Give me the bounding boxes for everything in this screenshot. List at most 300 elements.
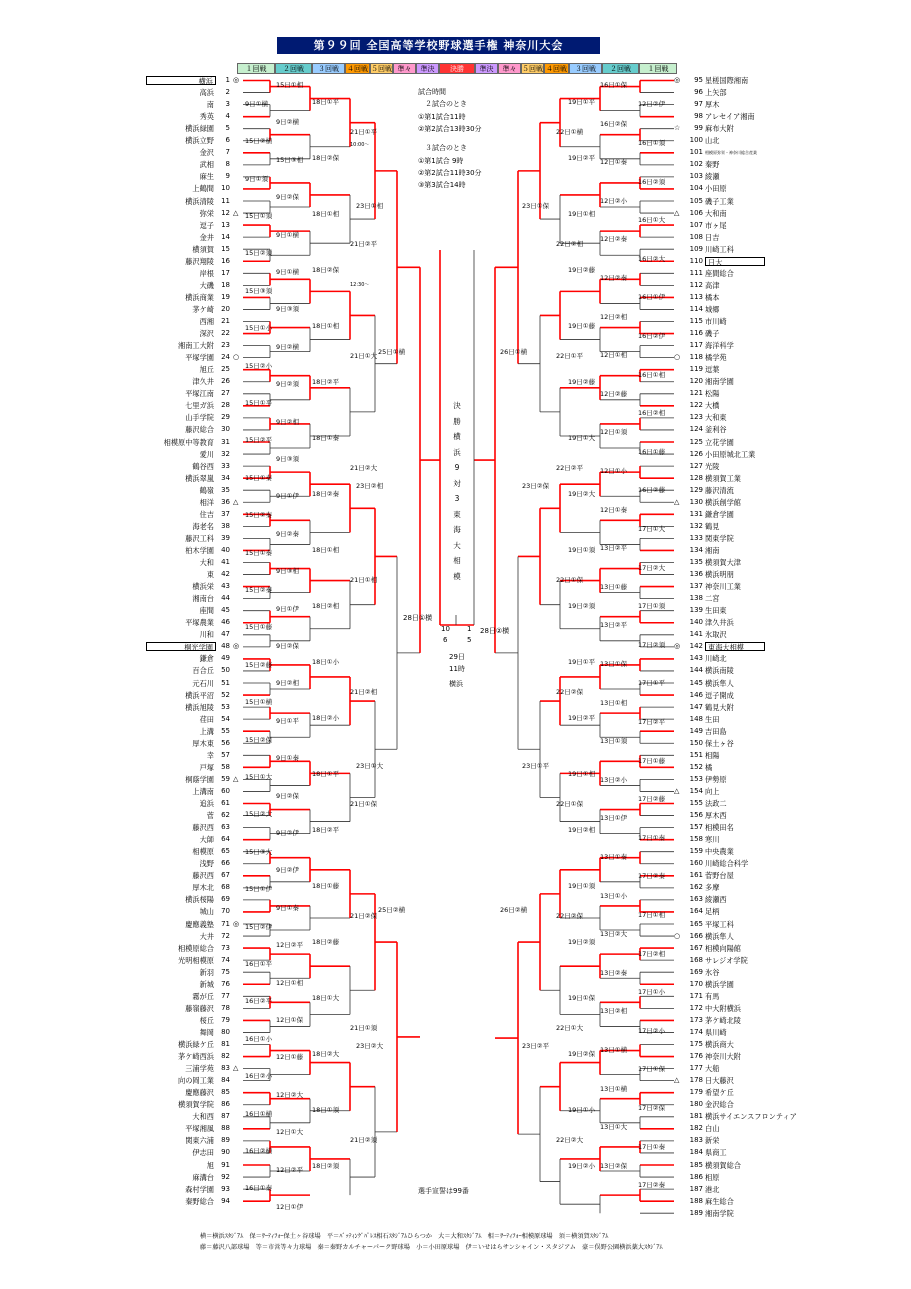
right-team-number: 106	[689, 208, 703, 217]
left-r4-match-label: 21日①平	[350, 128, 378, 136]
right-team-number: 153	[689, 774, 703, 783]
left-team-name: 横須賀学院	[178, 1100, 214, 1110]
left-team-number: 3	[225, 100, 230, 109]
left-team-number: 24	[221, 353, 230, 362]
left-team-name: 大磯	[199, 280, 214, 290]
right-team-number: 163	[689, 895, 703, 904]
left-team-name: 慶應義塾	[185, 919, 214, 929]
right-team-number: 137	[689, 582, 703, 591]
right-team-name: 大船	[705, 1064, 720, 1074]
right-team-name: 新栄	[705, 1136, 720, 1146]
left-r1-match-label: 9日②相	[276, 417, 299, 426]
right-team-number: 112	[689, 280, 703, 289]
left-team-name: 麻生	[199, 172, 214, 182]
right-r3-match-label: 19日①須	[568, 882, 596, 890]
right-team-seed-mark: ○	[674, 353, 681, 362]
left-team-name: 横浜清陵	[185, 196, 214, 206]
left-team-number: 60	[221, 786, 230, 795]
left-r1-match-label: 15日①秦	[245, 548, 273, 557]
left-team-number: 81	[221, 1040, 230, 1048]
left-r1-match-label: 9日②横	[276, 118, 299, 127]
left-team-name: 横浜栄	[192, 582, 214, 592]
final-score-left-bottom: 6	[443, 636, 448, 644]
left-r1-match-label: 9日①平	[276, 716, 299, 725]
right-r3-match-label: 19日①保	[568, 994, 596, 1002]
left-r1-match-label: 15日②藤	[245, 660, 273, 669]
right-team-number: 150	[689, 738, 703, 747]
right-r1-match-label: 12日①相	[600, 351, 628, 360]
right-r3-match-label: 19日②平	[568, 714, 596, 722]
schedule-three-1: ①第1試合 9時	[418, 157, 464, 165]
right-r1-match-label: 13日②平	[600, 544, 628, 553]
left-team-name: 湘南台	[192, 594, 214, 604]
right-r1-match-label: 12日②伊	[638, 100, 666, 109]
left-team-number: 10	[221, 184, 230, 193]
right-r1-match-label: 16日①保	[600, 81, 628, 89]
right-team-number: 172	[689, 1003, 703, 1012]
left-r1-match-label: 16日②平	[245, 997, 273, 1006]
right-r1-match-label: 16日②藤	[638, 486, 666, 495]
left-team-name: 旭丘	[199, 365, 214, 375]
left-r1-match-label: 16日②小	[245, 1072, 273, 1081]
left-team-name: 荏田	[199, 714, 214, 724]
left-team-name: 逗子	[199, 220, 214, 230]
right-team-name: 日吉	[705, 232, 720, 242]
left-team-number: 74	[221, 955, 230, 964]
left-team-number: 22	[221, 329, 230, 338]
right-team-number: 104	[689, 184, 703, 193]
left-r1-match-label: 15日③須	[245, 286, 273, 295]
left-r3-match-label: 18日①相	[312, 322, 340, 330]
left-team-number: 61	[221, 799, 230, 807]
right-team-number: 173	[689, 1015, 703, 1024]
left-team-number: 28	[221, 401, 230, 410]
left-r1-match-label: 9日②保	[276, 193, 299, 202]
left-team-name: 慶應藤沢	[185, 1088, 214, 1098]
left-team-number: 79	[221, 1015, 230, 1024]
left-team-name: 津久井	[192, 377, 214, 387]
left-team-number: 8	[225, 160, 230, 169]
schedule-two-games: ２試合のとき	[425, 100, 467, 108]
left-team-name: 愛川	[199, 449, 214, 459]
right-r1-match-label: 13日②秦	[600, 968, 628, 977]
left-team-number: 82	[221, 1052, 230, 1061]
right-r3-match-label: 19日①藤	[568, 322, 596, 330]
left-r1-match-label: 9日①伊	[276, 492, 299, 501]
right-team-number: 134	[689, 545, 703, 554]
left-team-name: 上鶴間	[192, 184, 214, 194]
right-r4-match-label: 22日①横	[556, 128, 584, 136]
right-team-name: 市川崎	[705, 317, 727, 326]
right-team-number: 99	[694, 124, 703, 133]
left-team-name: 旭	[206, 1160, 214, 1170]
right-r1-match-label: 17日①須	[638, 602, 666, 611]
schedule-two-1: ①第1試合11時	[418, 113, 466, 121]
right-team-name: 平塚工科	[705, 919, 734, 929]
right-team-name: 逗葉	[705, 365, 720, 375]
left-team-number: 36	[221, 497, 230, 506]
left-team-name: 厚木北	[192, 883, 214, 893]
left-r1-match-label: 9日③須	[276, 455, 299, 463]
left-team-number: 26	[221, 377, 230, 386]
left-team-number: 31	[221, 437, 230, 446]
right-team-number: 168	[689, 955, 703, 964]
left-team-name: 鶴嶺	[199, 485, 214, 495]
left-team-name: 追浜	[199, 799, 214, 808]
right-r1-match-label: 17日②平	[638, 717, 666, 726]
final-time: 11時	[449, 665, 465, 673]
left-team-number: 51	[221, 678, 230, 687]
left-team-name: 浅野	[199, 859, 214, 869]
left-team-name: 大和	[199, 558, 214, 567]
right-team-name: 足柄	[705, 907, 720, 917]
left-team-name: 相洋	[199, 497, 214, 507]
left-team-name: 藤沢翔陵	[185, 256, 214, 266]
right-team-name: 釜利谷	[705, 425, 727, 435]
left-team-number: 83	[221, 1064, 230, 1073]
right-team-number: 127	[689, 461, 703, 470]
right-team-number: 101	[689, 148, 703, 157]
left-r3-match-label: 18日①相	[312, 546, 340, 554]
left-team-number: 55	[221, 726, 230, 735]
left-team-name: 横須賀	[192, 244, 214, 254]
right-team-name: 津久井浜	[705, 618, 734, 628]
right-team-number: 162	[689, 883, 703, 892]
right-r3-match-label: 19日①平	[568, 98, 596, 106]
left-qf-match-label: 25日①横	[378, 348, 406, 356]
left-team-seed-mark: △	[233, 1064, 239, 1073]
right-team-number: 116	[689, 329, 703, 338]
round-header-right-6: ２回戦	[602, 63, 639, 74]
right-team-name: 高津	[705, 280, 720, 290]
right-team-seed-mark: △	[674, 1076, 680, 1085]
left-team-number: 37	[221, 509, 230, 518]
left-r3-match-label: 18日②小	[312, 714, 340, 722]
left-team-name: 森村学園	[185, 1184, 214, 1194]
right-team-name: 横浜商大	[705, 1040, 734, 1049]
right-team-number: 180	[689, 1100, 703, 1109]
right-team-name: 横浜隼人	[705, 931, 734, 941]
left-team-number: 50	[221, 666, 230, 675]
right-r1-match-label: 13日①藤	[600, 582, 628, 591]
left-r1-match-label: 15日②平	[245, 436, 273, 445]
left-team-number: 52	[221, 690, 230, 699]
left-r1-match-label: 15日②小	[245, 361, 273, 370]
right-team-name: 海洋科学	[705, 341, 734, 351]
right-team-number: 114	[689, 304, 703, 313]
right-team-name: 保土ヶ谷	[705, 738, 734, 748]
right-team-number: 97	[694, 100, 703, 109]
right-r1-match-label: 17日①相	[638, 910, 666, 919]
right-team-name: 相陽	[705, 750, 720, 760]
right-team-name: 菅野台屋	[705, 871, 734, 881]
right-team-number: 183	[689, 1136, 703, 1145]
left-r3-match-label: 18日①須	[312, 1106, 340, 1114]
left-team-name: 麻溝台	[192, 1172, 214, 1182]
left-team-number: 63	[221, 823, 230, 832]
left-r3-match-label: 18日②平	[312, 826, 340, 834]
right-team-name: 生田東	[705, 606, 727, 616]
right-team-name: 県川崎	[705, 1027, 727, 1037]
left-team-name: 横浜翠嵐	[185, 473, 214, 483]
right-team-name: 綾瀬西	[705, 895, 727, 905]
right-r1-match-label: 16日①須	[638, 138, 666, 147]
right-team-name: 藤沢清流	[705, 485, 734, 495]
right-team-number: 184	[689, 1148, 703, 1157]
final-date: 29日	[449, 653, 465, 661]
right-r1-match-label: 17日②小	[638, 1026, 666, 1035]
left-r5-match-label: 23日①大	[356, 762, 384, 770]
right-r1-match-label: 13日②大	[600, 930, 628, 939]
right-r1-match-label: 13日②保	[600, 1161, 628, 1170]
left-team-name: 百合丘	[192, 666, 214, 676]
right-r4-match-label: 22日①大	[556, 1024, 584, 1032]
right-team-number: 136	[689, 570, 703, 579]
round-header-right-2: 準々	[498, 63, 521, 74]
left-team-number: 19	[221, 292, 230, 301]
right-r1-match-label: 17日②大	[638, 563, 666, 572]
left-team-number: 85	[221, 1088, 230, 1097]
right-team-number: 159	[689, 847, 703, 856]
left-r4-match-label: 21日②平	[350, 240, 378, 248]
right-r5-match-label: 23日①保	[522, 202, 550, 210]
left-r3-match-label: 18日①平	[312, 770, 340, 778]
right-team-number: 151	[689, 750, 703, 759]
right-team-number: 124	[689, 425, 703, 434]
right-team-name: 有馬	[705, 991, 720, 1001]
left-team-number: 14	[221, 232, 230, 241]
left-r1-match-label: 16日①平	[245, 959, 273, 968]
round-header-left-4: ４回戦	[347, 65, 368, 73]
left-team-number: 15	[221, 244, 230, 253]
left-team-name: 藤嶺藤沢	[185, 1003, 214, 1013]
left-r1-match-label: 9日②保	[276, 791, 299, 800]
right-r1-match-label: 13日①相	[600, 698, 628, 707]
right-team-number: 154	[689, 786, 703, 795]
left-team-name: 深沢	[199, 329, 214, 339]
right-team-name: 生田	[705, 714, 720, 724]
right-r3-match-label: 19日②須	[568, 938, 596, 946]
left-team-name: 住吉	[199, 509, 214, 519]
left-team-name: 金井	[199, 232, 214, 242]
left-team-number: 69	[221, 895, 230, 904]
left-r1-match-label: 15日①横	[245, 698, 273, 707]
left-team-name: 幸	[206, 750, 214, 760]
schedule-three-2: ②第2試合11時30分	[418, 169, 482, 177]
right-team-name: 金沢総合	[705, 1100, 734, 1110]
left-team-name: 大井	[199, 931, 214, 941]
left-r1-match-label: 15日①秦	[245, 473, 273, 482]
right-team-name: 氷谷	[705, 967, 720, 977]
left-r1-match-label: 16日①秦	[245, 1184, 273, 1193]
left-semifinal-label: 28日①横	[403, 614, 433, 622]
right-r4-match-label: 22日①平	[556, 352, 584, 360]
left-team-name: 藤沢総合	[185, 425, 214, 435]
right-r3-match-label: 19日②小	[568, 1162, 596, 1170]
left-team-number: 48	[221, 642, 230, 651]
right-team-number: 132	[689, 521, 703, 530]
right-team-name: 橘学苑	[705, 353, 727, 363]
right-team-number: 182	[689, 1124, 703, 1133]
left-team-name: 藤沢西	[192, 871, 214, 881]
right-team-number: 98	[694, 112, 703, 121]
right-team-name: 希望ケ丘	[705, 1088, 734, 1098]
right-r3-match-label: 19日①大	[568, 434, 596, 442]
left-team-name: 桜丘	[199, 1015, 214, 1025]
right-team-number: 100	[689, 136, 703, 145]
right-team-name: 磯子工業	[705, 196, 734, 206]
left-team-number: 25	[221, 365, 230, 374]
round-header-final: 決勝	[439, 63, 475, 74]
right-team-name: 鶴見	[705, 521, 720, 531]
right-team-number: 181	[689, 1112, 703, 1121]
left-r4-match-label: 21日①大	[350, 352, 378, 360]
right-team-number: 142	[689, 642, 703, 651]
left-team-name: 金沢	[199, 148, 214, 158]
right-team-name: 日大藤沢	[705, 1076, 734, 1086]
left-r1-match-label: 15日①大	[245, 772, 273, 781]
left-team-number: 32	[221, 449, 230, 458]
right-team-name: 中央農業	[705, 847, 734, 857]
left-team-number: 64	[221, 835, 230, 844]
right-team-name: 東海大相模	[705, 642, 765, 651]
right-team-number: 160	[689, 859, 703, 868]
left-r1-match-label: 9日②須	[276, 380, 299, 389]
right-r1-match-label: 12日②相	[600, 312, 628, 321]
right-team-number: 119	[689, 365, 703, 374]
time-note-1: 10:00～	[350, 142, 370, 148]
left-team-name: 南	[206, 100, 214, 110]
left-team-name: 関東六浦	[185, 1136, 214, 1146]
left-r1-match-label: 16日①小	[245, 1034, 273, 1043]
left-team-number: 49	[221, 654, 230, 663]
left-team-number: 66	[221, 859, 230, 868]
right-team-number: 129	[689, 485, 703, 494]
left-team-number: 92	[221, 1172, 230, 1181]
round-header-right-7: １回戦	[639, 63, 677, 74]
right-team-number: 138	[689, 594, 703, 603]
left-r1-match-label: 9日①伊	[276, 604, 299, 613]
left-r1-match-label: 15日①須	[245, 211, 273, 220]
right-team-number: 108	[689, 232, 703, 241]
right-r4-match-label: 22日②保	[556, 912, 584, 920]
schedule-heading: 試合時間	[418, 88, 446, 96]
right-team-name: 松陽	[705, 389, 720, 399]
left-r3-match-label: 18日②相	[312, 602, 340, 610]
right-r5-match-label: 23日②平	[522, 1042, 550, 1050]
left-team-name: 相模原総合	[178, 943, 214, 953]
left-team-seed-mark: △	[233, 497, 239, 506]
right-team-number: 113	[689, 292, 703, 301]
right-team-number: 175	[689, 1040, 703, 1048]
left-team-name: 横浜商業	[185, 292, 214, 302]
left-team-number: 72	[221, 931, 230, 940]
right-team-name: 横須賀大津	[705, 558, 741, 567]
right-team-name: 磯子	[705, 329, 720, 339]
right-r3-match-label: 19日①相	[568, 210, 596, 218]
left-qf-match-label: 25日②横	[378, 906, 406, 914]
left-team-name: 新羽	[199, 967, 214, 977]
right-team-number: 178	[689, 1076, 703, 1085]
left-team-number: 84	[221, 1076, 230, 1085]
left-r1-match-label: 15日②秦	[245, 585, 273, 594]
left-team-name: 岸根	[199, 268, 214, 278]
right-team-name: 関東学院	[705, 533, 734, 543]
time-note-2: 12:30～	[350, 282, 370, 288]
right-team-name: 相模原弥栄・神奈川総合産業	[705, 150, 757, 156]
left-team-number: 53	[221, 702, 230, 711]
right-team-name: 川崎工科	[705, 244, 734, 254]
left-team-name: 向の岡工業	[178, 1076, 214, 1086]
right-r3-match-label: 19日②藤	[568, 378, 596, 386]
left-r1-match-label: 15日③大	[245, 847, 273, 856]
right-team-number: 126	[689, 449, 703, 458]
left-r3-match-label: 18日②秦	[312, 490, 340, 498]
final-venue: 横浜	[449, 680, 463, 688]
left-team-name: 弥栄	[199, 208, 214, 218]
left-team-number: 90	[221, 1148, 230, 1157]
right-team-number: 120	[689, 377, 703, 386]
right-r1-match-label: 13日①小	[600, 891, 628, 900]
left-team-number: 46	[221, 618, 230, 627]
left-team-name: 平塚学園	[185, 353, 214, 363]
left-r3-match-label: 18日②須	[312, 1162, 340, 1170]
right-team-number: 122	[689, 401, 703, 410]
left-team-name: 横浜旭陵	[185, 702, 214, 712]
left-r1-match-label: 9日②保	[276, 642, 299, 650]
final-score-left-top: 10	[441, 625, 450, 633]
right-r4-match-label: 22日②保	[556, 688, 584, 696]
left-team-name: 元石川	[192, 678, 214, 688]
right-r1-match-label: 12日②秦	[600, 274, 628, 282]
right-team-number: 133	[689, 533, 703, 542]
left-team-name: 厚木東	[192, 738, 214, 748]
right-r1-match-label: 17日②保	[638, 1103, 666, 1112]
left-team-name: 秦野総合	[185, 1196, 214, 1206]
left-r1-match-label: 15日①相	[276, 81, 304, 89]
left-team-number: 30	[221, 425, 230, 434]
right-team-seed-mark: △	[674, 786, 680, 795]
left-team-name: 舞岡	[199, 1027, 214, 1037]
left-r3-match-label: 18日②藤	[312, 938, 340, 946]
right-team-name: 上矢部	[705, 88, 727, 98]
left-team-number: 2	[225, 88, 230, 97]
left-team-name: 鎌倉	[199, 654, 214, 664]
right-team-name: 港北	[705, 1184, 720, 1194]
left-team-seed-mark: △	[233, 774, 239, 783]
left-r3-match-label: 18日①平	[312, 98, 340, 106]
right-team-number: 130	[689, 497, 703, 506]
right-r1-match-label: 13日①伊	[600, 814, 628, 823]
right-team-number: 145	[689, 678, 703, 687]
right-r1-match-label: 17日①大	[638, 524, 666, 533]
right-team-name: 茅ケ崎北陵	[705, 1015, 741, 1025]
left-team-number: 44	[221, 594, 230, 603]
left-team-number: 54	[221, 714, 230, 723]
right-r1-match-label: 13日②平	[600, 621, 628, 630]
left-team-number: 43	[221, 582, 230, 591]
left-team-name: 柏木学園	[185, 545, 214, 555]
left-team-number: 91	[221, 1160, 230, 1169]
left-team-number: 89	[221, 1136, 230, 1145]
left-team-number: 76	[221, 979, 230, 988]
right-r3-match-label: 19日②相	[568, 826, 596, 834]
left-team-seed-mark: ◎	[233, 919, 240, 928]
left-r1-match-label: 9日③相	[276, 567, 299, 576]
right-team-name: 横浜創学館	[705, 497, 741, 507]
left-team-number: 21	[221, 317, 230, 325]
left-team-number: 39	[221, 533, 230, 542]
